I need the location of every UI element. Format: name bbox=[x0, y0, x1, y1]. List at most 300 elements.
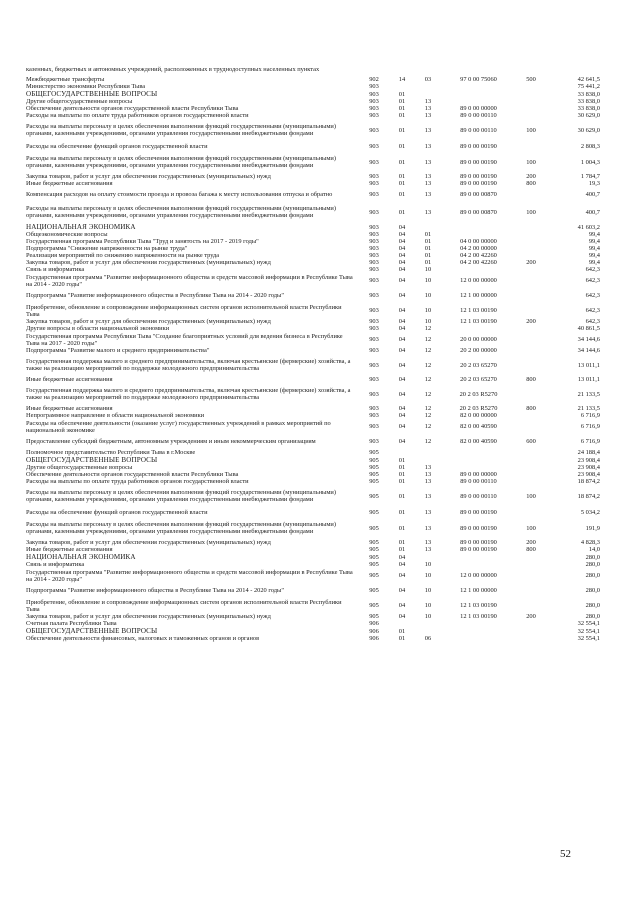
section-code: 01 bbox=[398, 456, 406, 464]
amount: 18 874,2 bbox=[577, 492, 600, 500]
ministry-code: 905 bbox=[369, 572, 379, 579]
subsection-code: 13 bbox=[424, 105, 432, 112]
amount: 191,9 bbox=[585, 524, 600, 532]
table-row bbox=[26, 266, 600, 273]
section-code: 01 bbox=[398, 90, 406, 98]
ministry-code: 903 bbox=[369, 252, 379, 259]
ministry-code: 905 bbox=[369, 478, 379, 485]
ministry-code: 903 bbox=[369, 223, 379, 231]
target-article-code: 89 0 00 00000 bbox=[460, 105, 497, 112]
section-code: 04 bbox=[398, 572, 406, 579]
row-name: Полномочное представительство Республики Тыва в г.Москве bbox=[26, 449, 196, 456]
table-row bbox=[26, 464, 600, 471]
subsection-code: 12 bbox=[424, 390, 432, 398]
table-row bbox=[26, 303, 600, 318]
ministry-code: 903 bbox=[369, 423, 379, 430]
subsection-code: 13 bbox=[424, 524, 432, 532]
row-name: Расходы на обеспечение функций органов государственной власти bbox=[26, 142, 208, 150]
section-code: 04 bbox=[398, 376, 406, 383]
row-name: Расходы на обеспечение деятельности (оказание услуг) государственных учреждений в рамках мероприятий по национальной экономике bbox=[26, 419, 331, 434]
ministry-code: 906 bbox=[369, 635, 379, 642]
table-row bbox=[26, 517, 600, 539]
ministry-code: 903 bbox=[369, 438, 379, 445]
section-code: 04 bbox=[398, 390, 406, 398]
amount: 13 011,1 bbox=[577, 376, 600, 383]
table-row bbox=[26, 568, 600, 583]
ministry-code: 905 bbox=[369, 613, 379, 620]
row-name: Другие вопросы в области национальной экономики bbox=[26, 325, 170, 332]
table-row bbox=[26, 456, 600, 464]
subsection-code: 12 bbox=[424, 347, 432, 354]
section-code: 04 bbox=[398, 405, 406, 412]
table-row bbox=[26, 434, 600, 449]
section-code: 01 bbox=[398, 142, 406, 150]
section-code: 01 bbox=[398, 112, 406, 119]
ministry-code: 903 bbox=[369, 98, 379, 105]
subsection-code: 13 bbox=[424, 471, 432, 478]
subsection-code: 13 bbox=[424, 190, 432, 198]
ministry-code: 903 bbox=[369, 307, 379, 314]
amount: 23 908,4 bbox=[577, 456, 600, 464]
target-article-code: 12 1 03 00190 bbox=[460, 318, 497, 325]
table-row bbox=[26, 354, 600, 376]
target-article-code: 12 0 00 00000 bbox=[460, 572, 497, 579]
table-row bbox=[26, 613, 600, 620]
expense-type-code: 800 bbox=[526, 180, 536, 187]
section-code: 04 bbox=[398, 307, 406, 314]
row-name: Иные бюджетные ассигнования bbox=[26, 376, 113, 383]
target-article-code: 89 0 00 00190 bbox=[460, 142, 497, 150]
section-code: 04 bbox=[398, 438, 406, 445]
amount: 24 188,4 bbox=[577, 449, 600, 456]
table-row bbox=[26, 471, 600, 478]
amount: 21 133,5 bbox=[577, 390, 600, 398]
table-row bbox=[26, 635, 600, 642]
target-article-code: 04 0 00 00000 bbox=[460, 238, 497, 245]
table-row bbox=[26, 325, 600, 332]
row-name: Связь и информатика bbox=[26, 561, 85, 568]
amount: 642,3 bbox=[585, 307, 600, 314]
amount: 42 641,5 bbox=[577, 76, 600, 83]
ministry-code: 905 bbox=[369, 471, 379, 478]
section-code: 01 bbox=[398, 539, 406, 546]
ministry-code: 903 bbox=[369, 90, 379, 98]
section-code: 01 bbox=[398, 464, 406, 471]
row-name: Другие общегосударственные вопросы bbox=[26, 98, 133, 105]
row-name: Расходы на выплаты персоналу в целях обеспечения выполнения функций государственными (муниципальными) органами, казенными учреждениями, органами управления государственными внебюджетными фондами bbox=[26, 489, 336, 503]
row-name: Расходы на обеспечение функций органов государственной власти bbox=[26, 508, 208, 516]
target-article-code: 12 0 00 00000 bbox=[460, 277, 497, 284]
subsection-code: 01 bbox=[424, 245, 432, 252]
section-code: 01 bbox=[398, 492, 406, 500]
table-row bbox=[26, 478, 600, 485]
row-name: ОБЩЕГОСУДАРСТВЕННЫЕ ВОПРОСЫ bbox=[26, 89, 158, 98]
amount: 400,7 bbox=[585, 208, 600, 216]
row-name: Расходы на выплаты по оплате труда работников органов государственной власти bbox=[26, 478, 249, 485]
row-name: Компенсация расходов на оплату стоимости проезда и провоза багажа к месту использования отпуска и обратно bbox=[26, 190, 333, 198]
table-row bbox=[26, 119, 600, 141]
table-row bbox=[26, 449, 600, 456]
section-code: 04 bbox=[398, 336, 406, 343]
target-article-code: 12 1 03 00190 bbox=[460, 613, 497, 620]
amount: 21 133,5 bbox=[577, 405, 600, 412]
section-code: 04 bbox=[398, 361, 406, 369]
amount: 1 784,7 bbox=[580, 173, 600, 180]
section-code: 04 bbox=[398, 412, 406, 419]
row-name: Закупка товаров, работ и услуг для обеспечения государственных (муниципальных) нужд bbox=[26, 613, 271, 620]
section-code: 04 bbox=[398, 252, 406, 259]
subsection-code: 13 bbox=[424, 180, 432, 187]
section-code: 04 bbox=[398, 561, 406, 568]
ministry-code: 903 bbox=[369, 376, 379, 383]
amount: 6 716,9 bbox=[580, 438, 600, 445]
subsection-code: 12 bbox=[424, 361, 432, 369]
expense-type-code: 800 bbox=[526, 546, 536, 553]
subsection-code: 13 bbox=[424, 208, 432, 216]
ministry-code: 903 bbox=[369, 412, 379, 419]
section-code: 04 bbox=[398, 325, 406, 332]
amount: 99,4 bbox=[588, 238, 600, 245]
subsection-code: 12 bbox=[424, 438, 432, 445]
row-name: Государственная программа Республики Тыва "Создание благоприятных условий для ведения бизнеса в Республике Тыва на 2017 - 2020 годы" bbox=[26, 332, 343, 347]
subsection-code: 10 bbox=[424, 266, 432, 273]
row-name: Подпрограмма "Развитие малого и среднего предпринимательства" bbox=[26, 347, 210, 354]
ministry-code: 905 bbox=[369, 587, 379, 594]
subsection-code: 06 bbox=[424, 635, 432, 642]
row-name: Обеспечение деятельности финансовых, налоговых и таможенных органов и органов bbox=[26, 635, 260, 642]
table-row bbox=[26, 419, 600, 434]
row-name: Обеспечение деятельности органов государственной власти Республики Тыва bbox=[26, 105, 239, 112]
row-name: Закупка товаров, работ и услуг для обеспечения государственных (муниципальных) нужд bbox=[26, 173, 271, 180]
row-name: казенных, бюджетных и автономных учреждений, расположенных в труднодоступных населенных пунктах bbox=[26, 65, 320, 73]
row-name: ОБЩЕГОСУДАРСТВЕННЫЕ ВОПРОСЫ bbox=[26, 455, 158, 464]
section-code: 04 bbox=[398, 587, 406, 594]
ministry-code: 903 bbox=[369, 105, 379, 112]
ministry-code: 903 bbox=[369, 266, 379, 273]
amount: 280,0 bbox=[585, 553, 600, 561]
ministry-code: 905 bbox=[369, 561, 379, 568]
table-row bbox=[26, 561, 600, 568]
subsection-code: 10 bbox=[424, 572, 432, 579]
target-article-code: 89 0 00 00000 bbox=[460, 471, 497, 478]
ministry-code: 905 bbox=[369, 508, 379, 516]
ministry-code: 903 bbox=[369, 112, 379, 119]
amount: 30 629,0 bbox=[577, 112, 600, 119]
ministry-code: 905 bbox=[369, 602, 379, 609]
amount: 13 011,1 bbox=[577, 361, 600, 369]
table-row bbox=[26, 105, 600, 112]
row-name: ОБЩЕГОСУДАРСТВЕННЫЕ ВОПРОСЫ bbox=[26, 626, 158, 635]
amount: 32 554,1 bbox=[577, 635, 600, 642]
amount: 14,0 bbox=[588, 546, 600, 553]
ministry-code: 903 bbox=[369, 336, 379, 343]
expense-type-code: 200 bbox=[526, 173, 536, 180]
table-row bbox=[26, 83, 600, 90]
amount: 34 144,6 bbox=[577, 347, 600, 354]
ministry-code: 903 bbox=[369, 190, 379, 198]
target-article-code: 20 0 00 00000 bbox=[460, 336, 497, 343]
table-row bbox=[26, 598, 600, 613]
target-article-code: 89 0 00 00190 bbox=[460, 524, 497, 532]
section-code: 01 bbox=[398, 524, 406, 532]
row-name: Расходы на выплаты персоналу в целях обеспечения выполнения функций государственными (муниципальными) органами, казенными учреждениями, органами управления государственными внебюджетными фондами bbox=[26, 155, 336, 169]
section-code: 04 bbox=[398, 318, 406, 325]
amount: 33 838,0 bbox=[577, 90, 600, 98]
section-code: 04 bbox=[398, 423, 406, 430]
ministry-code: 903 bbox=[369, 325, 379, 332]
amount: 99,4 bbox=[588, 245, 600, 252]
section-code: 01 bbox=[398, 126, 406, 134]
subsection-code: 01 bbox=[424, 231, 432, 238]
amount: 18 874,2 bbox=[577, 478, 600, 485]
table-row bbox=[26, 180, 600, 187]
target-article-code: 20 2 03 R5270 bbox=[459, 390, 498, 398]
subsection-code: 10 bbox=[424, 561, 432, 568]
table-row bbox=[26, 201, 600, 223]
amount: 400,7 bbox=[585, 190, 600, 198]
amount: 642,3 bbox=[585, 292, 600, 299]
row-name: Закупка товаров, работ и услуг для обеспечения государственных (муниципальных) нужд bbox=[26, 259, 271, 266]
row-name: Иные бюджетные ассигнования bbox=[26, 405, 113, 412]
expense-type-code: 200 bbox=[526, 259, 536, 266]
table-row bbox=[26, 245, 600, 252]
subsection-code: 01 bbox=[424, 259, 432, 266]
target-article-code: 89 0 00 00110 bbox=[460, 492, 497, 500]
ministry-code: 903 bbox=[369, 318, 379, 325]
target-article-code: 89 0 00 00870 bbox=[460, 190, 497, 198]
subsection-code: 13 bbox=[424, 98, 432, 105]
expense-type-code: 600 bbox=[526, 438, 536, 445]
ministry-code: 903 bbox=[369, 259, 379, 266]
page-number: 52 bbox=[560, 848, 571, 860]
row-name: Обеспечение деятельности органов государственной власти Республики Тыва bbox=[26, 471, 239, 478]
subsection-code: 13 bbox=[424, 508, 432, 516]
table-row bbox=[26, 553, 600, 561]
ministry-code: 903 bbox=[369, 208, 379, 216]
amount: 642,3 bbox=[585, 277, 600, 284]
expense-type-code: 800 bbox=[526, 405, 536, 412]
subsection-code: 13 bbox=[424, 142, 432, 150]
table-row bbox=[26, 238, 600, 245]
amount: 40 861,5 bbox=[577, 325, 600, 332]
row-name: Государственная программа "Развитие информационного общества и средств массовой информации в Республике Тыва на 2014 - 2020 годы" bbox=[26, 568, 353, 583]
amount: 4 828,3 bbox=[580, 539, 600, 546]
ministry-code: 903 bbox=[369, 245, 379, 252]
amount: 41 603,2 bbox=[577, 223, 600, 231]
subsection-code: 12 bbox=[424, 376, 432, 383]
expense-type-code: 100 bbox=[526, 158, 536, 166]
target-article-code: 89 0 00 00110 bbox=[460, 112, 497, 119]
table-row bbox=[26, 288, 600, 303]
section-code: 01 bbox=[398, 173, 406, 180]
ministry-code: 905 bbox=[369, 539, 379, 546]
amount: 75 441,2 bbox=[577, 83, 600, 90]
subsection-code: 10 bbox=[424, 277, 432, 284]
table-row bbox=[26, 507, 600, 517]
section-code: 01 bbox=[398, 635, 406, 642]
ministry-code: 905 bbox=[369, 553, 379, 561]
table-row bbox=[26, 273, 600, 288]
row-name: Подпрограмма "Развитие информационного общества в Республике Тыва на 2014 - 2020 годы" bbox=[26, 587, 284, 594]
amount: 6 716,9 bbox=[580, 412, 600, 419]
section-code: 04 bbox=[398, 266, 406, 273]
section-code: 01 bbox=[398, 208, 406, 216]
section-code: 01 bbox=[398, 190, 406, 198]
ministry-code: 905 bbox=[369, 546, 379, 553]
subsection-code: 10 bbox=[424, 318, 432, 325]
section-code: 14 bbox=[398, 76, 406, 83]
amount: 99,4 bbox=[588, 231, 600, 238]
subsection-code: 13 bbox=[424, 173, 432, 180]
table-row bbox=[26, 485, 600, 507]
subsection-code: 12 bbox=[424, 412, 432, 419]
table-row bbox=[26, 347, 600, 354]
subsection-code: 12 bbox=[424, 336, 432, 343]
subsection-code: 10 bbox=[424, 602, 432, 609]
ministry-code: 903 bbox=[369, 390, 379, 398]
subsection-code: 10 bbox=[424, 307, 432, 314]
section-code: 01 bbox=[398, 478, 406, 485]
ministry-code: 903 bbox=[369, 277, 379, 284]
expense-type-code: 200 bbox=[526, 613, 536, 620]
section-code: 04 bbox=[398, 245, 406, 252]
table-row bbox=[26, 412, 600, 419]
table-row bbox=[26, 173, 600, 180]
table-row bbox=[26, 90, 600, 98]
table-row bbox=[26, 223, 600, 231]
subsection-code: 13 bbox=[424, 112, 432, 119]
row-name: Предоставление субсидий бюджетным, автономным учреждениям и иным некоммерческим организациям bbox=[26, 438, 316, 445]
row-name: Подпрограмма "Снижение напряженности на рынке труда" bbox=[26, 245, 188, 252]
expense-type-code: 200 bbox=[526, 539, 536, 546]
subsection-code: 10 bbox=[424, 613, 432, 620]
ministry-code: 903 bbox=[369, 405, 379, 412]
row-name: Государственная поддержка малого и среднего предпринимательства, включая крестьянские (фермерские) хозяйства, а также на реализацию мероприятий по поддержке молодежного предпринимательства bbox=[26, 358, 351, 372]
section-code: 04 bbox=[398, 238, 406, 245]
table-row bbox=[26, 231, 600, 238]
table-row bbox=[26, 405, 600, 412]
target-article-code: 04 2 00 42260 bbox=[460, 259, 497, 266]
section-code: 01 bbox=[398, 627, 406, 635]
table-row bbox=[26, 383, 600, 405]
expense-type-code: 100 bbox=[526, 208, 536, 216]
row-name: Приобретение, обновление и сопровождение информационных систем органов исполнительной власти Республики Тыва bbox=[26, 598, 342, 613]
subsection-code: 12 bbox=[424, 423, 432, 430]
ministry-code: 905 bbox=[369, 492, 379, 500]
row-name: Министерство экономики Республики Тыва bbox=[26, 83, 146, 90]
section-code: 01 bbox=[398, 508, 406, 516]
section-code: 01 bbox=[398, 158, 406, 166]
row-name: Государственная поддержка малого и среднего предпринимательства, включая крестьянские (фермерские) хозяйства, а также на реализацию мероприятий по поддержке молодежного предпринимательства bbox=[26, 387, 351, 401]
table-row bbox=[26, 252, 600, 259]
section-code: 04 bbox=[398, 347, 406, 354]
amount: 5 034,2 bbox=[580, 508, 600, 516]
amount: 280,0 bbox=[585, 572, 600, 579]
amount: 6 716,9 bbox=[580, 423, 600, 430]
ministry-code: 905 bbox=[369, 456, 379, 464]
budget-table bbox=[26, 62, 600, 642]
row-name: Межбюджетные трансферты bbox=[26, 76, 105, 83]
amount: 280,0 bbox=[585, 602, 600, 609]
section-code: 01 bbox=[398, 105, 406, 112]
row-name: Общеэкономические вопросы bbox=[26, 231, 108, 238]
amount: 19,3 bbox=[588, 180, 600, 187]
amount: 34 144,6 bbox=[577, 336, 600, 343]
table-row bbox=[26, 151, 600, 173]
table-row bbox=[26, 376, 600, 383]
row-name: Другие общегосударственные вопросы bbox=[26, 464, 133, 471]
section-code: 04 bbox=[398, 602, 406, 609]
ministry-code: 903 bbox=[369, 83, 379, 90]
subsection-code: 01 bbox=[424, 238, 432, 245]
amount: 32 554,1 bbox=[577, 620, 600, 627]
ministry-code: 903 bbox=[369, 180, 379, 187]
subsection-code: 13 bbox=[424, 158, 432, 166]
ministry-code: 902 bbox=[369, 76, 379, 83]
target-article-code: 20 2 03 65270 bbox=[460, 361, 497, 369]
table-row bbox=[26, 76, 600, 83]
table-row bbox=[26, 318, 600, 325]
section-code: 04 bbox=[398, 231, 406, 238]
section-code: 04 bbox=[398, 277, 406, 284]
table-row bbox=[26, 112, 600, 119]
row-name: Закупка товаров, работ и услуг для обеспечения государственных (муниципальных) нужд bbox=[26, 318, 271, 325]
table-row bbox=[26, 539, 600, 546]
row-name: Расходы на выплаты по оплате труда работников органов государственной власти bbox=[26, 112, 249, 119]
subsection-code: 10 bbox=[424, 292, 432, 299]
target-article-code: 20 2 00 00000 bbox=[460, 347, 497, 354]
row-name: НАЦИОНАЛЬНАЯ ЭКОНОМИКА bbox=[26, 222, 136, 231]
row-name: Государственная программа "Развитие информационного общества и средств массовой информации в Республике Тыва на 2014 - 2020 годы" bbox=[26, 273, 353, 288]
row-name: Расходы на выплаты персоналу в целях обеспечения выполнения функций государственными (муниципальными) органами, казенными учреждениями, органами управления государственными внебюджетными фондами bbox=[26, 521, 336, 535]
target-article-code: 89 0 00 00190 bbox=[460, 508, 497, 516]
target-article-code: 82 0 00 40590 bbox=[460, 438, 497, 445]
target-article-code: 82 0 00 00000 bbox=[460, 412, 497, 419]
target-article-code: 89 0 00 00870 bbox=[460, 208, 497, 216]
row-name: Иные бюджетные ассигнования bbox=[26, 546, 113, 553]
amount: 280,0 bbox=[585, 561, 600, 568]
target-article-code: 12 1 03 00190 bbox=[460, 602, 497, 609]
target-article-code: 89 0 00 00190 bbox=[460, 158, 497, 166]
expense-type-code: 800 bbox=[526, 376, 536, 383]
target-article-code: 04 2 00 00000 bbox=[460, 245, 497, 252]
table-row bbox=[26, 620, 600, 627]
row-name: Счетная палата Республики Тыва bbox=[26, 620, 117, 627]
expense-type-code: 200 bbox=[526, 318, 536, 325]
target-article-code: 89 0 00 00110 bbox=[460, 126, 497, 134]
amount: 23 908,4 bbox=[577, 471, 600, 478]
subsection-code: 13 bbox=[424, 478, 432, 485]
amount: 99,4 bbox=[588, 259, 600, 266]
row-name: Непрограммное направление в области национальной экономики bbox=[26, 412, 205, 419]
row-name: Реализация мероприятий по снижению напряженности на рынке труда bbox=[26, 252, 220, 259]
section-code: 01 bbox=[398, 471, 406, 478]
table-row bbox=[26, 583, 600, 598]
subsection-code: 13 bbox=[424, 546, 432, 553]
section-code: 04 bbox=[398, 292, 406, 299]
target-article-code: 12 1 00 00000 bbox=[460, 587, 497, 594]
row-name: Государственная программа Республики Тыва "Труд и занятость на 2017 - 2019 годы" bbox=[26, 238, 259, 245]
table-row bbox=[26, 627, 600, 635]
table-row bbox=[26, 98, 600, 105]
row-name: Расходы на выплаты персоналу в целях обеспечения выполнения функций государственными (муниципальными) органами, казенными учреждениями, органами управления государственными внебюджетными фондами bbox=[26, 123, 336, 137]
subsection-code: 12 bbox=[424, 325, 432, 332]
subsection-code: 01 bbox=[424, 252, 432, 259]
subsection-code: 10 bbox=[424, 587, 432, 594]
ministry-code: 905 bbox=[369, 449, 379, 456]
subsection-code: 12 bbox=[424, 405, 432, 412]
target-article-code: 20 2 03 65270 bbox=[460, 376, 497, 383]
